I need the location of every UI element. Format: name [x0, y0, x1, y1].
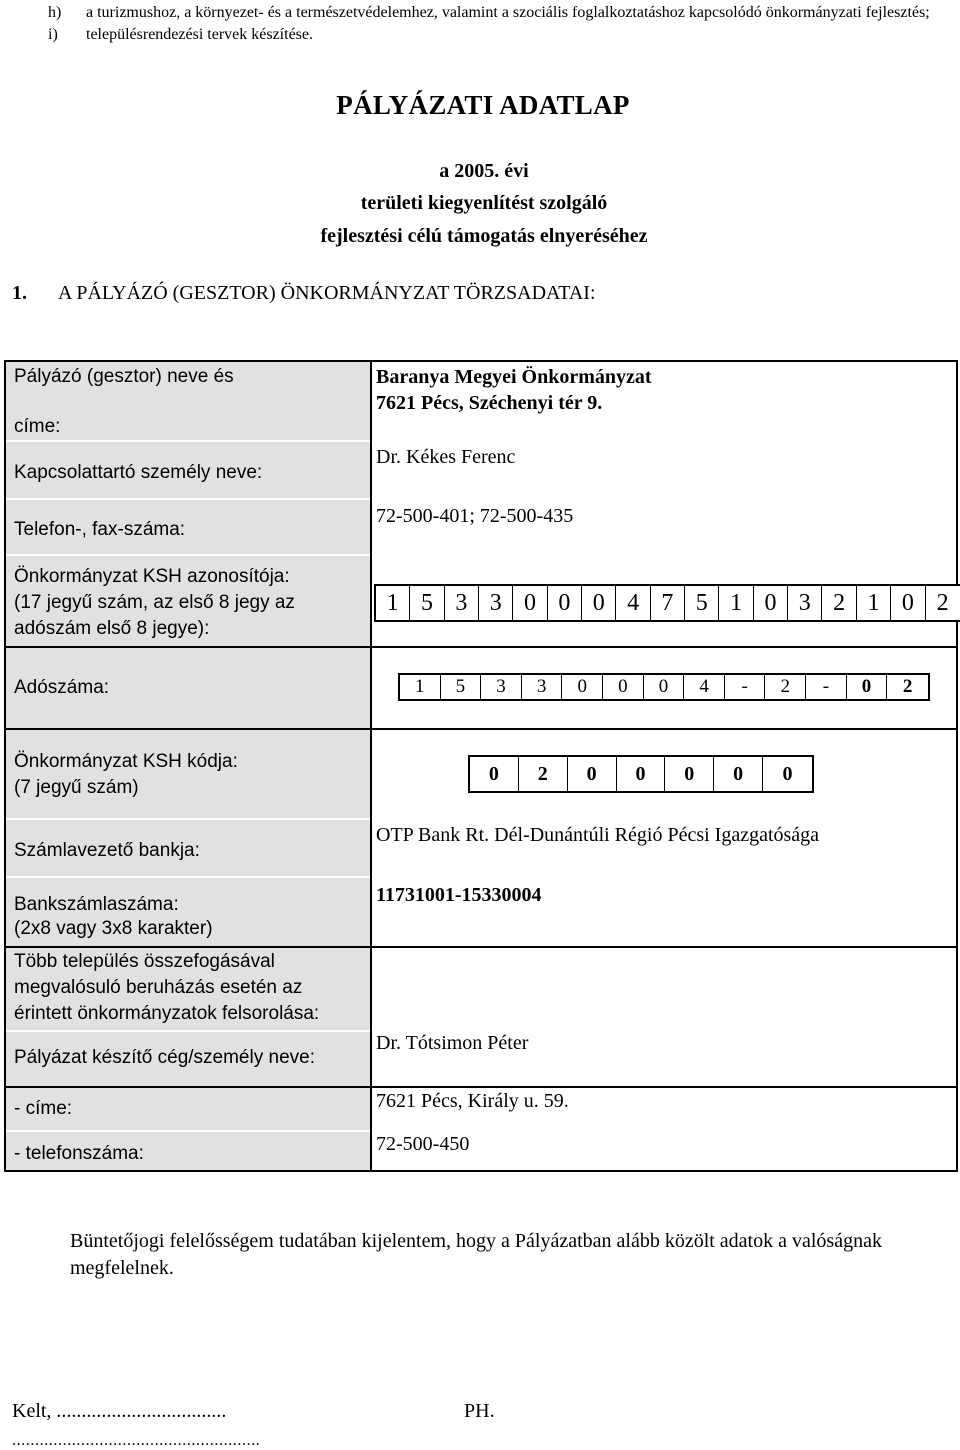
digit-box: 2 [519, 757, 568, 791]
account-value: 11731001-15330004 [376, 884, 542, 906]
digit-box: 2 [765, 675, 806, 699]
declaration-text: Büntetőjogi felelősségem tudatában kijelentem, hogy a Pályázatban alább közölt adatok a valóságnak megfelelnek. [70, 1230, 882, 1279]
digit-box: 0 [782, 762, 793, 785]
label-contact: Kapcsolattartó személy neve: [6, 440, 370, 498]
row-divider [6, 946, 956, 948]
digit-box: 0 [470, 757, 519, 791]
phone-value: 72-500-401; 72-500-435 [376, 505, 574, 527]
digit-box: 2 [936, 589, 949, 616]
digit-box: 0 [665, 757, 714, 791]
subtitle-line-2: területi kiegyenlítést szolgáló [360, 192, 608, 214]
master-data-table [4, 360, 958, 1172]
digit-box: 0 [562, 675, 603, 699]
preparer-value: Dr. Tótsimon Péter [376, 1032, 529, 1054]
digit-box: 0 [891, 586, 925, 620]
stamp-label: PH. [464, 1400, 495, 1422]
digit-box: 1 [376, 586, 410, 620]
digit-box: 2 [902, 676, 913, 697]
label-applicant [6, 362, 370, 440]
ksh-id-digit-boxes [374, 584, 960, 622]
label-phone: Telefon-, fax-száma: [6, 498, 370, 554]
digit-box: 3 [445, 586, 479, 620]
digit-box: 5 [685, 586, 719, 620]
label-preparer: Pályázat készítő cég/személy neve: [6, 1030, 370, 1086]
row-divider [6, 728, 956, 730]
section-heading [12, 282, 596, 305]
ksh-code-digit-boxes [468, 755, 814, 793]
preparer-phone-value: 72-500-450 [376, 1133, 470, 1155]
digit-box: 5 [441, 675, 482, 699]
subtitle-line-1: a 2005. évi [439, 160, 529, 182]
digit-box: 0 [644, 675, 685, 699]
intro-list [48, 2, 946, 46]
list-item-text: a turizmushoz, a környezet- és a természetvédelemhez, valamint a szociális foglalkoztatáshoz kapcsolódó önkormányzati fejlesztés; [86, 4, 930, 21]
digit-box: 0 [714, 757, 763, 791]
bank-value: OTP Bank Rt. Dél-Dunántúli Régió Pécsi Igazgatósága [376, 824, 820, 846]
digit-box: 0 [603, 675, 644, 699]
date-place-line: Kelt, .................................. [12, 1400, 227, 1422]
label-bank: Számlavezető bankja: [6, 818, 370, 876]
label-applicant-line-1: Pályázó (gesztor) neve és [14, 366, 234, 387]
digit-box: 3 [788, 586, 822, 620]
label-partners-line-1: Több település összefogásával [14, 951, 275, 972]
label-preparer-address: - címe: [6, 1088, 370, 1130]
label-tax: Adószáma: [6, 648, 370, 728]
digit-box: - [725, 675, 766, 699]
preparer-address-value: 7621 Pécs, Király u. 59. [376, 1090, 569, 1112]
label-ksh-code-line-1: Önkormányzat KSH kódja: [14, 751, 238, 772]
label-applicant-line-2: címe: [14, 416, 61, 437]
label-ksh-code [6, 730, 370, 818]
digit-box: 0 [754, 586, 788, 620]
digit-box: 0 [568, 757, 617, 791]
digit-box: 4 [616, 586, 650, 620]
digit-box: 2 [822, 586, 856, 620]
digit-box: 0 [617, 757, 666, 791]
digit-box: 1 [400, 675, 441, 699]
list-item-h [48, 2, 946, 24]
digit-box: 7 [651, 586, 685, 620]
digit-box: 3 [522, 675, 563, 699]
applicant-address: 7621 Pécs, Széchenyi tér 9. [376, 392, 603, 414]
label-account [6, 876, 370, 946]
digit-box: - [806, 675, 847, 699]
section-title: A PÁLYÁZÓ (GESZTOR) ÖNKORMÁNYZAT TÖRZSADATAI: [58, 282, 596, 304]
tax-digit-boxes [398, 673, 930, 701]
label-partners [6, 948, 370, 1030]
page-title: PÁLYÁZATI ADATLAP [336, 90, 630, 120]
column-divider [370, 362, 372, 1170]
digit-box: 0 [513, 586, 547, 620]
list-item-i [48, 24, 946, 46]
digit-box: 0 [847, 675, 888, 699]
label-ksh-id-line-2: (17 jegyű szám, az első 8 jegy az [14, 592, 295, 613]
applicant-name: Baranya Megyei Önkormányzat [376, 366, 652, 388]
label-ksh-id-line-3: adószám első 8 jegye): [14, 618, 210, 639]
label-partners-line-3: érintett önkormányzatok felsorolása: [14, 1003, 320, 1024]
digit-box: 3 [479, 586, 513, 620]
signature-line: ...................................................... [12, 1432, 261, 1449]
label-account-line-2: (2x8 vagy 3x8 karakter) [14, 918, 213, 939]
label-ksh-id [6, 554, 370, 646]
subtitle-line-3: fejlesztési célú támogatás elnyeréséhez [320, 225, 648, 247]
label-ksh-id-line-1: Önkormányzat KSH azonosítója: [14, 566, 290, 587]
digit-box: 4 [684, 675, 725, 699]
digit-box: 3 [481, 675, 522, 699]
contact-value: Dr. Kékes Ferenc [376, 446, 516, 468]
digit-box: 5 [410, 586, 444, 620]
row-divider [6, 646, 956, 648]
label-preparer-phone: - telefonszáma: [6, 1130, 370, 1170]
list-marker: i) [48, 26, 58, 43]
digit-box: 0 [582, 586, 616, 620]
digit-box: 0 [548, 586, 582, 620]
section-number: 1. [12, 282, 27, 304]
digit-box: 1 [857, 586, 891, 620]
list-marker: h) [48, 4, 62, 21]
list-item-text: településrendezési tervek készítése. [86, 26, 313, 43]
label-ksh-code-line-2: (7 jegyű szám) [14, 777, 139, 798]
digit-box: 1 [719, 586, 753, 620]
label-account-line-1: Bankszámlaszáma: [14, 894, 179, 915]
label-partners-line-2: megvalósuló beruházás esetén az [14, 977, 303, 998]
